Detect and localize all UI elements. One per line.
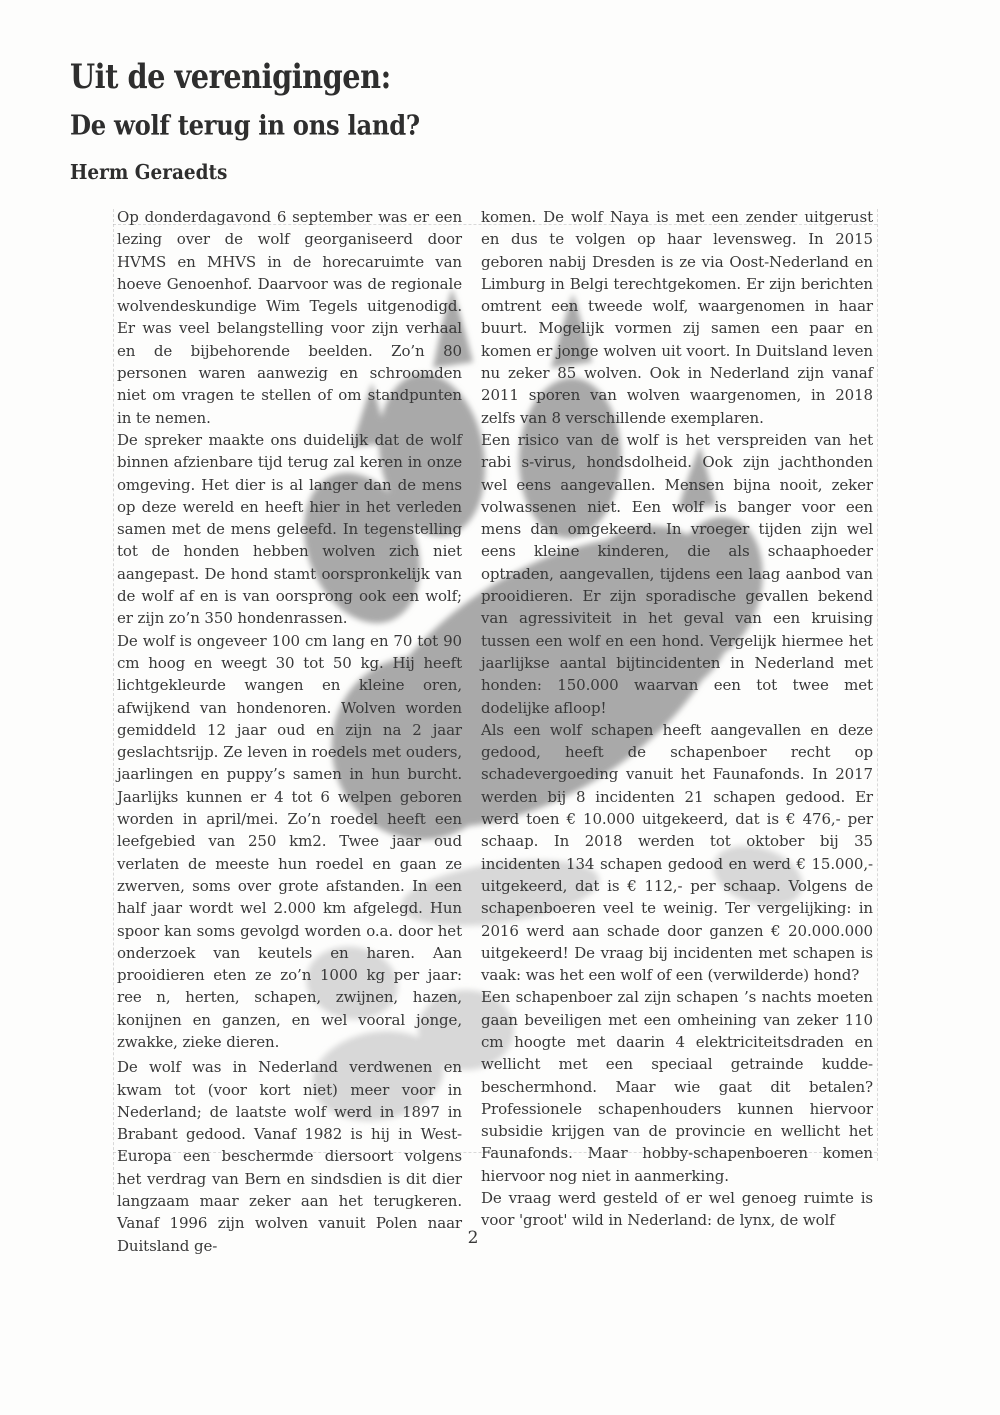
paragraph: Als een wolf schapen heeft aangevallen en deze gedood, heeft de schapenboer recht op schadevergoeding vanuit het Faunafonds. In 2017 werden bij 8 incidenten 21 schapen gedood. Er werd toen € 10.000 uitgekeerd, dat is € 476,- per schaap. In 2018 werden tot oktober bij 35 incidenten 134 schapen gedood en werd € 15.000,- uitgekeerd, dat is € 112,- per schaap. Volgens de schapenboeren veel te weinig. Ter vergelijking: in 2016 werd aan schade door ganzen € 20.000.000 uitgekeerd! De vraag bij incidenten met schapen is vaak: was het een wolf of een (verwilderde) hond? (481, 720, 873, 985)
scan-artifact-line-left (113, 209, 114, 1195)
right-column (481, 206, 873, 1232)
scan-artifact-line-right (877, 209, 878, 1161)
paragraph: Een risico van de wolf is het verspreiden van het rabi s-virus, hondsdolheid. Ook zijn jachthonden wel eens aangevallen. Mensen bijna nooit, zeker volwassenen niet. Een wolf is banger voor een mens dan omgekeerd. In vroeger tijden zijn wel eens kleine kinderen, die als schaaphoeder optraden, aangevallen, tijdens een laag aanbod van prooidieren. Er zijn sporadische gevallen bekend van agressiviteit in het geval van een kruising tussen een wolf en een hond. Vergelijk hiermee het jaarlijkse aantal bijtincidenten in Nederland met honden: 150.000 waarvan een tot twee met dodelijke afloop! (481, 430, 873, 717)
paragraph: komen. De wolf Naya is met een zender uitgerust en dus te volgen op haar levensweg. In 2015 geboren nabij Dresden is ze via Oost-Nederland en Limburg in Belgi terechtgekomen. Er zijn berichten omtrent een tweede wolf, waargenomen in haar buurt. Mogelijk vormen zij samen een paar en komen er jonge wolven uit voort. In Duitsland leven nu zeker 85 wolven. Ook in Nederland zijn vanaf 2011 sporen van wolven waargenomen, in 2018 zelfs van 8 verschillende exemplaren. (481, 208, 873, 427)
section-title: Uit de verenigingen: (70, 58, 391, 98)
page-number: 2 (467, 1228, 479, 1248)
paragraph: De spreker maakte ons duidelijk dat de wolf binnen afzienbare tijd terug zal keren in onze omgeving. Het dier is al langer dan de mens op deze wereld en heeft hier in het verleden samen met de mens geleefd. In tegenstelling tot de honden hebben wolven zich niet aangepast. De hond stamt oorspronkelijk van de wolf af en is van oorsprong ook een wolf; er zijn zo’n 350 hondenrassen. (117, 430, 462, 628)
paragraph: Een schapenboer zal zijn schapen ’s nachts moeten gaan beveiligen met een omheining van zeker 110 cm hoogte met daarin 4 elektriciteitsdraden en wellicht met een speciaal getrainde kudde-beschermhond. Maar wie gaat dit betalen? Professionele schapenhouders kunnen hiervoor subsidie krijgen van de provincie en wellicht het Faunafonds. Maar hobby-schapenboeren komen hiervoor nog niet in aanmerking. (481, 988, 873, 1185)
paragraph: Op donderdagavond 6 september was er een lezing over de wolf georganiseerd door HVMS en MHVS in de horecaruimte van hoeve Genoenhof. Daarvoor was de regionale wolvendeskundige Wim Tegels uitgenodigd. Er was veel belangstelling voor zijn verhaal en de bijbehorende beelden. Zo’n 80 personen waren aanwezig en schroomden niet om vragen te stellen of om standpunten in te nemen. (117, 208, 462, 427)
article-title: De wolf terug in ons land? (70, 109, 420, 141)
left-column (117, 206, 462, 1257)
author-byline: Herm Geraedts (70, 161, 228, 185)
paragraph: De wolf is ongeveer 100 cm lang en 70 tot 90 cm hoog en weegt 30 tot 50 kg. Hij heeft lichtgekleurde wangen en kleine oren, afwijkend van hondenoren. Wolven worden gemiddeld 12 jaar oud en zijn na 2 jaar geslachtsrijp. Ze leven in roedels met ouders, jaarlingen en puppy’s samen in hun burcht. Jaarlijks kunnen er 4 tot 6 welpen geboren worden in april/mei. Zo’n roedel heeft een leefgebied van 250 km2. Twee jaar oud verlaten de meeste hun roedel en gaan ze zwerven, soms over grote afstanden. In een half jaar wordt wel 2.000 km afgelegd. Hun spoor kan soms gevolgd worden o.a. door het onderzoek van keutels en haren. Aan prooidieren eten ze zo’n 1000 kg per jaar: ree n, herten, schapen, zwijnen, hazen, konijnen en ganzen, en wel vooral jonge, zwakke, zieke dieren. (117, 631, 462, 1051)
paragraph: De vraag werd gesteld of er wel genoeg ruimte is voor 'groot' wild in Nederland: de lynx, de wolf (481, 1189, 873, 1230)
paragraph: De wolf was in Nederland verdwenen en kwam tot (voor kort niet) meer voor in Nederland; de laatste wolf werd in 1897 in Brabant gedood. Vanaf 1982 is hij in West-Europa een beschermde diersoort volgens het verdrag van Bern en sindsdien is dit dier langzaam maar zeker aan het terugkeren. Vanaf 1996 zijn wolven vanuit Polen naar Duitsland ge- (117, 1058, 462, 1255)
